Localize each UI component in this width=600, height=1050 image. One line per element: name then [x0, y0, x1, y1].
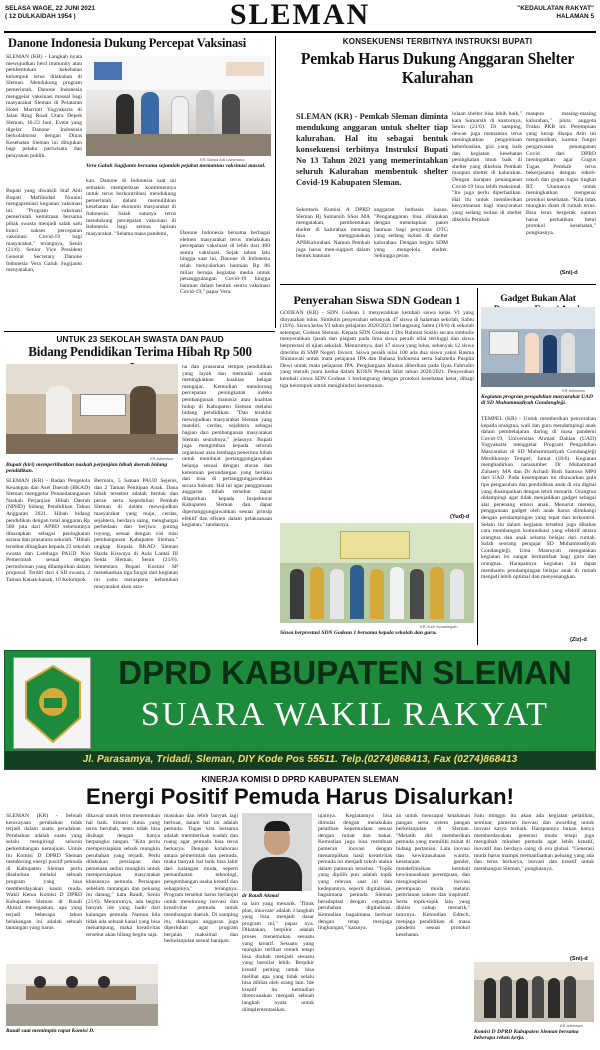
- pemuda-col-3: masukan dan lebih banyak lagi berbuat, dalam hal ini adalah pemuda. Tugas kita bersama adalah memberikan wadah dan ruang agar pemuda bisa terus berkarya. Dengan kolaborasi antara pemerintah dan pemuda, maka banyak hal baik bisa lahir dari kalangan muda, seperti pemanfaatan teknologi, pengembangan usaha kreatif dan sebagainya," terangnya. Program tersebut harus berlanjut untuk mendorong inovasi dan kreativitas pemuda untuk membangun daerah. Di samping itu, dukungan anggaran juga diperlukan agar program berjalan maksimal dan berkelanjutan sesuai harapan.: [164, 813, 238, 945]
- shelter-col-2: anggaran berbasis kasus. "Penganggaran bisa dilakukan dengan menetapkan paket bantuan bagi penyintas OTG yang sedang isolasi di shelter kalurahan. Dengan begitu SDM yang mengelola shelter. Sehingga peran: [374, 207, 448, 260]
- shelter-sign: (Sni)-d: [560, 270, 578, 276]
- gadget-photo-credit: KR-Istimewa: [562, 388, 585, 393]
- pemuda-col-6: an untuk mencapai ketahanan pangan serta sistem pangan berkelanjutan di Sleman. "Melatih diri memberikan pemuda yang memiliki minat di bidang pertanian. Lalu inovasi dan kewirausahaan wanita, kesetaraan gender, mendefinisikan kembali kewirausahaan perempuan, dan menginspirasi inovasi perempuan muda melalui pemrianan sukses dan inspiratif. Serta topik-topik lain yang dinilai cukup menarik," tuturnya. Kemudian Edtech, menjaga pendidikan di masa pandemi sesuai protokol kesehatan.: [396, 813, 470, 938]
- divider-horizontal-shelter: [280, 284, 596, 285]
- hibah-headline: Bidang Pendidikan Terima Hibah Rp 500: [28, 345, 252, 360]
- hibah-photo: [6, 364, 178, 454]
- dprd-address: Jl. Parasamya, Tridadi, Sleman, DIY Kode Pos 55511. Telp.(0274)868413, Fax (0274)868413: [82, 754, 518, 765]
- hibah-col-2: Bermain, 5 Satuan PAUD Sejenis, dan 2 Taman Penitipan Anak. Dana hibah tersebut adalah bentuk dan peran serta kepedulian Pemkab Sleman di dalam mewujudkan masyarakat yang maju, cerdas, sejahtera, berdaya saing, menghargai perbedaan dan berjiwa gotong royong, sesuai dengan visi misi pembangunan Kabupaten Sleman," ungkap Kepala BKAD Sleman Harda Kiswaya di Aula Lantai III Setda Sleman, Senin (21/6). Sementara Bupati Kustini SP menekankan tiga fungsi dari kegiatan ini yaitu meraspons kebutuhan masyarakat akan sara-: [94, 478, 178, 590]
- sdn-body: GODEAN (KR) - SDN Godean 1 menyerahkan kembali siswa kelas VI yang dinyatakan lulus. Simbolis penyerahan sebanyak 47 siswa di halaman sekolah, Sabtu (19/6). Siswa kelas VI tahun pelajaran 2020/2021 berlangsung Sabtu (19/6) di sekolah setempat, Godean Sleman. Kepala SDN Godean 1 Drs Rahmat Susilo secara simbolis menyerahkan ijazah dan piagam pada lima siswa peraih nilai tertinggi dan siswa berprestasi di ujian sekolah. Menurutnya, dari 47 siswa yang lulus, sebanyak 12 siswa diterima di SMP Negeri favorit. Siswa peraih nilai 100 ada dua siswa yakni Rasma Shintawati untuk mata pelajaran IPA dan Bahasa Indonesia serta Sabatella Puspita Dewi untuk mata pelajaran IPA. Penghargaan khusus diberikan pada Ilyas Fahrudin yang meraih juara kedua dalam KOSN Pencak Silat tahun 2020/2021. Penyerahan kembali siswa SDN Godean 1 berlangsung dengan protokol kesehatan ketat, dibagi tiga kelompok untuk menghindari kerumunan.: [280, 310, 474, 389]
- danone-caption: Vera Galuh Sugijanto bersama sejumlah pejabat memantau vaksinasi massal.: [86, 163, 266, 169]
- pemuda-photo-2: [474, 962, 594, 1022]
- page-number: HALAMAN 5: [556, 13, 594, 20]
- danone-photo: [86, 56, 271, 156]
- shelter-lead: SLEMAN (KR) - Pemkab Sleman diminta mendukung anggaran untuk shelter tiap kalurahan. Hal itu sebagai bentuk konsekuensi terbitnya Instruksi Bupati No 13 Tahun 2021 yang memerintahkan seluruh Kalurahan membentuk shelter Covid-19 Kabupaten Sleman.: [296, 112, 448, 187]
- dprd-logo: [13, 657, 91, 749]
- gadget-photo: [481, 307, 595, 387]
- pemuda-photo-1: [6, 964, 158, 1026]
- danone-body-2: Bupati yang diwakili Staf Ahli Bupati Mafilindati Nuraini mengapresiasi kegiatan vaksinasi ini. "Program vaksinasi pemerintah kemitraan bersama pihak swasta menjadi salah satu kunci sukses percepatan vaksinasi Covid-19 bagi masyarakat," terangnya, Senin (21/6). Senior Vice President General Secretary Danone Indonesia Vera Galuh Sugijanto menyatakan,: [6, 188, 82, 274]
- dprd-banner: [4, 650, 596, 770]
- shelter-col-3: lolaan shelter bisa lebih baik," kata Sumarsih di kantornya, Senin (21/6). Di samping, dewan juga memantau terus meningkatkan pengelolaan keberhasilan, gizi yang baik dan kegiatan kesehatan peningkatan imun baik di shelter yang dikelola Pemkab maupun shelter di kalurahan. Dengan harapan penanganan Covid-19 bisa lebih maksimal. "Itu juga perlu diperhatikan. Hal itu untuk memberikan kenyamanan bagi masyarakat yang sedang isolasi di shelter dikelola Pemkab: [452, 111, 522, 223]
- pemuda-sign: (Sni)-d: [570, 956, 588, 962]
- dprd-address-bar: [5, 751, 595, 769]
- masthead-title: SLEMAN: [229, 0, 371, 31]
- divider-vertical-gadget: [477, 288, 478, 645]
- pemuda-caption-2: Komisi D DPRD Kabupaten Sleman bersama beberapa rekan kerja.: [474, 1029, 579, 1042]
- sdn-caption: Siswa berprestasi SDN Godean 1 bersama kepala sekolah dan guru.: [280, 630, 437, 636]
- masthead-rule: [4, 31, 596, 33]
- dprd-line-1: DPRD KABUPATEN SLEMAN: [118, 654, 572, 691]
- pemuda-caption-1: Raudi saat memimpin rapat Komisi D.: [6, 1028, 95, 1034]
- hibah-col-3: na dan prasarana tempat pendidikan yang layak dan memadai untuk meningkatkan kualitas belajar mengajar. Kemudian mendorong percepatan peningkatan indeks pembangunan manusia atau kualitas hidup di Kabupaten Sleman melalui bidang pendidikan. "Dan terakhir mewujudkan masyarakat Sleman yang mandiri, cerdas, sejahtera sebagai bagian dari pembangunan masyarakat Sleman seutuhnya," jelasnya. Bupati juga mengimbau kepada seluruh organisasi atau lembaga penerima hibah untuk membuat pertanggungjawaban belanja sesuai dengan aturan dan ketentuan perundangan yang berlaku dan bisa di pertanggungjawabkan secara hukum. Hal ini agar penggunaan anggaran hibah tersebut dapat dilaporkan kepada Inspektorat Kabupaten Sleman dan dapat dipertanggungjawabkan sesuai prinsip efektif dan efisien dalam pelaksanaan kegiatan," tandasnya.: [182, 364, 272, 529]
- pemuda-col-7: Satu minggu itu akan ada kegiatan pelatihan, seminar, pameran inovasi dan awarding untuk inovasi karya terbaik. Harapannya bukan hanya memberdayakan generasi muda tetapi juga mengubah mindset pemuda agar lebih kreatif, inovatif dan berdaya saing di era global. "Generasi muda harus mampu memanfaatkan peluang yang ada dan terus berkarya, inovasi dan kreatif untuk membangun Sleman," pungkasnya.: [474, 813, 594, 872]
- pemuda-photo-credit: KR-Istimewa: [560, 1023, 583, 1028]
- gadget-caption: Kegiatan program pengabdian masyarakat UAD di SD Muhammadiyah Gondangleği.: [481, 394, 593, 407]
- pemuda-col-5: ujarnya. Kegiatannya bisa dimulai dengan melakukan pelatihan kepemudaan sesuai dengan minat dan bakat. Kemudian juga bisa membuat pameran inovasi dengan menampilkan hasil kreativitas pemuda ini menjadi tokoh utama dalam pameran tersebut. "Topik yang dipilih pun adalah topik yang relevan saat ini dan kedepannya, seperti digitalisasi, bagaimana pemuda Sleman beradaptasi dengan cepatnya perubahan digitalisasi. Kemudian bagaimana berbuat dengan tetap menjaga lingkungan," katanya.: [318, 813, 392, 932]
- hibah-caption: Bupati (kiri) memperlihatkan naskah perjanjian hibah daerah bidang pendidikan.: [6, 462, 168, 475]
- sdn-photo-credit: KR-Yudi Yudaningsih: [420, 624, 458, 629]
- danone-photo-credit: KR-Sanya Adi Laksmana: [200, 157, 245, 162]
- danone-body-1: SLEMAN (KR) - Langkah nyata mewujudkan herd immunity atau pembentukan kekebalan kelompok terus dilakukan di Sleman. Mendukung program pemerintah, Danone Indonesia menggelar vaksinasi massal bagi masyarakat Sleman di Pelataran Hotel Marriott Yogyakarta di Jalan Ring Road Utara Depok Sleman, 16-23 Juni. Event yang digelar Danone Indonesia berkolaborasi dengan Dinas Kesehatan Sleman ini ditujukan bagi pelaku pariwisata dan pelayanan publik.: [6, 54, 82, 159]
- divider-vertical-top: [275, 36, 276, 328]
- sdn-photo: [280, 523, 474, 623]
- pemuda-col-2: dikawal untuk terus menemukan hal baik. Situasi dunia yang terus berubah, tentu tidak bisa disikapi dengan hanya berpangku tangan. "Kita perlu mempersiapkan sebaik mungkin perubahan yang terjadi. Perlu dilakukan persiapan dan pemetaan sedini mungkin untuk mempersiapkan masyarakat khususnya pemuda. Persiapan sebelum tantangan dan peluang itu datang," kata Raudi, Senin (21/6). Menurutnya, ada begitu banyak ide yang hadir dari kalangan pemuda. Namun bila tidak ada sebuah kanal yang bisa menampung, maka kreativitas tersebut akan hilang begitu saja.: [86, 813, 160, 938]
- shelter-col-4: maupun masing-masing kalurahan," pinta anggota Fraksi PKB ini. Perempuan yang kerap disapa Atin ini mengusulkan, karena fungsi pengawasan penanganan Covid dari DPRD meningatkan agar Gugus Tugas Pemkab terus bekerjasama dengan tokoh-tokoh dan gugus tugas tingkat RT. Utamanya untuk meningkatkan mengenai protokol kesehatan. "Kita tidak mungkin diam di rumah terus. Bisa terus bergerak namun harus perhatikan betul protokol kesehatan," pungkasnya.: [526, 111, 596, 236]
- section-name: "KEDAULATAN RAKYAT": [517, 5, 594, 12]
- sdn-sign: (Yud)-d: [450, 514, 470, 520]
- shelter-kicker: KONSEKUENSI TERBITNYA INSTRUKSI BUPATI: [342, 37, 533, 46]
- hibah-col-1: SLEMAN (KR) - Badan Pengelola Keuangan dan Aset Daerah (BKAD) Sleman menggelar Penandatanganan Naskah Perjanjian Hibah Daerah (NPHD) bidang Pendidikan Tahun Anggaran 2021. Hibah bidang pendidikan dengan total anggaran Rp 500 juta dari APBD sebelumnya diharapkan sebagai peningkatan sarana dan prasarana sekolah. "Hibah tersebut dibagikan kepada 23 sekolah swasta dan Lembaga PAUD Non Pemerintah sesuai dengan permohonan yang dilampirkan dalam proposal. Terdiri dari 4 SD swasta, 2 Taman Kanak-kanak, 10 Kelompok: [6, 478, 90, 583]
- dprd-line-2: SUARA WAKIL RAKYAT: [140, 696, 550, 733]
- gadget-body: TEMPEL (KR) - Untuk memberikan pencerahan kepada orangtua, wali dan guru mendampingi anak dalam pembelajaran daring di masa pandemi Covid-19, Universitas Ahmad Dahlan (UAD) Yogyakarta menggelar Program Pengabdian Masyarakat di SD Muhammadiyah Gondangleği Merdikorejo Tempel, Jumat (18/6). Kegiatan menghadirkan narasumber Dr Muhammad Zuhaery MA dan Dr Achadi Budi Santoso MPd dari UAD. Pada kesempatan ini ditawarkan pula tips pengasuhan dan pendidikan anak di era digital yang disampaikan dengan lebih menarik. Orangtua didampingi agar tidak menjadikan gadget sebagai alat penenang emosi anak. Menurut mereka, penggunaan gadget oleh anak harus diimbangi dengan pendampingan yang tepat dan terkontrol. Selain itu dalam kegiatan tersebut juga dibahas cara membangun komunikasi yang efektif antara orangtua dan anak selama belajar dari rumah. Salah seorang pengajar SD Muhammadiyah Gondangleği, Uma Masruyati mengatakan kegiatan ini sangat bermanfaat bagi guru dan orangtua. Harapannya kegiatan ini dapat membantu pendampingan belajar anak di rumah menjadi lebih optimal dan menyenangkan.: [481, 416, 596, 581]
- pemuda-col-4: na lain yang menarik. 'Think plan, innovate' adalah 3 langkah yang bisa menjadi dasar program ini," papar nya. Dikatakan, berpikir adalah proses menemukan sesuatu yang kreatif. Sesuatu yang mungkin terlihat remeh tetapi bisa diubah menjadi sesuatu yang bernilai lebih. Berpikir kreatif penting untuk bisa melihat apa yang tidak selalu bisa dilihat oleh orang lain. Ide kreatif itu kemudian direncanakan menjadi sebuah langkah nyata untuk diimplementasikan.: [242, 901, 314, 1013]
- danone-body-3: kan. Danone di Indonesia saat ini semakin memperkuat komitmennya untuk terus berkontribusi mendukung pemerintah dalam memulihkan kesehatan dan ekonomi masyarakat di Indonesia. Salah satunya terus mendukung percepatan vaksinasi di Indonesia bagi semua lapisan masyarakat. "Selama masa pandemi,: [86, 178, 176, 237]
- danone-headline: Danone Indonesia Dukung Percepat Vaksinasi: [8, 36, 246, 50]
- hibah-photo-credit: KR-Istimewa: [150, 456, 173, 461]
- gadget-sign: (Ziz)-d: [570, 637, 587, 643]
- sdn-headline: Penyerahan Siswa SDN Godean 1: [293, 293, 461, 307]
- pemuda-kicker: KINERJA KOMISI D DPRD KABUPATEN SLEMAN: [201, 774, 399, 784]
- raudi-name: dr Raudi Akmal: [242, 893, 279, 899]
- raudi-portrait: [242, 813, 312, 891]
- hibah-kicker: UNTUK 23 SEKOLAH SWASTA DAN PAUD: [56, 334, 224, 344]
- pemuda-col-1: SLEMAN (KR) - Sebuah kenicayaan perubahan tidak terjadi dalam suatu peradaban. Perubahan adalah suatu yang selalu mengiringi seluruh perkembangan kemajuan. Untuk itu Komisi D DPRD Sleman mendorong energi positif pemuda di Kabupaten Sleman perlu disalurkan melalui sebuah program yang bisa memberdayakan kaum muda. Wakil Ketua Komisi D DPRD Kabupaten Sleman dr Raudi Akmal menegaskan, apa yang terjadi beberapa tahun belakangan ini adalah sebuah tantangan yang harus: [6, 813, 82, 932]
- divider-horizontal-hibah: [4, 331, 275, 332]
- shelter-headline: Pemkab Harus Dukung Anggaran Shelter Kalurahan: [300, 49, 575, 87]
- date-line: SELASA WAGE, 22 JUNI 2021: [5, 5, 95, 12]
- danone-body-4: Danone Indonesia bersama berbagai elemen masyarakat terus melakukan percepatan vaksinasi di lebih dari 400 sentra vaksinasi. Sejak tahun lalu hingga saat ini, Danone di Indonesia telah menyalurkan bantuan Rp 86 miliar berupa kegiatan media untuk penanggulangan Covid-19 hingga bantuan dalam bentuk sentra vaksinasi Covid-19," papar Vera.: [180, 230, 270, 296]
- pemuda-headline: Energi Positif Pemuda Harus Disalurkan!: [86, 784, 514, 809]
- shelter-col-1: Sekretaris Komisi A DPRD Sleman Hj Sumarsih SSos MA mengatakan, pembentukan shelter di kalurahan memang bisa menggunakan APBKalurahan. Namun Pemkab juga harus men-support dalam bentuk bantuan: [296, 207, 370, 260]
- hijri-line: ( 12 DULKAIDAH 1954 ): [5, 13, 76, 20]
- gadget-headline: Gadget Bukan Alat: [500, 293, 576, 304]
